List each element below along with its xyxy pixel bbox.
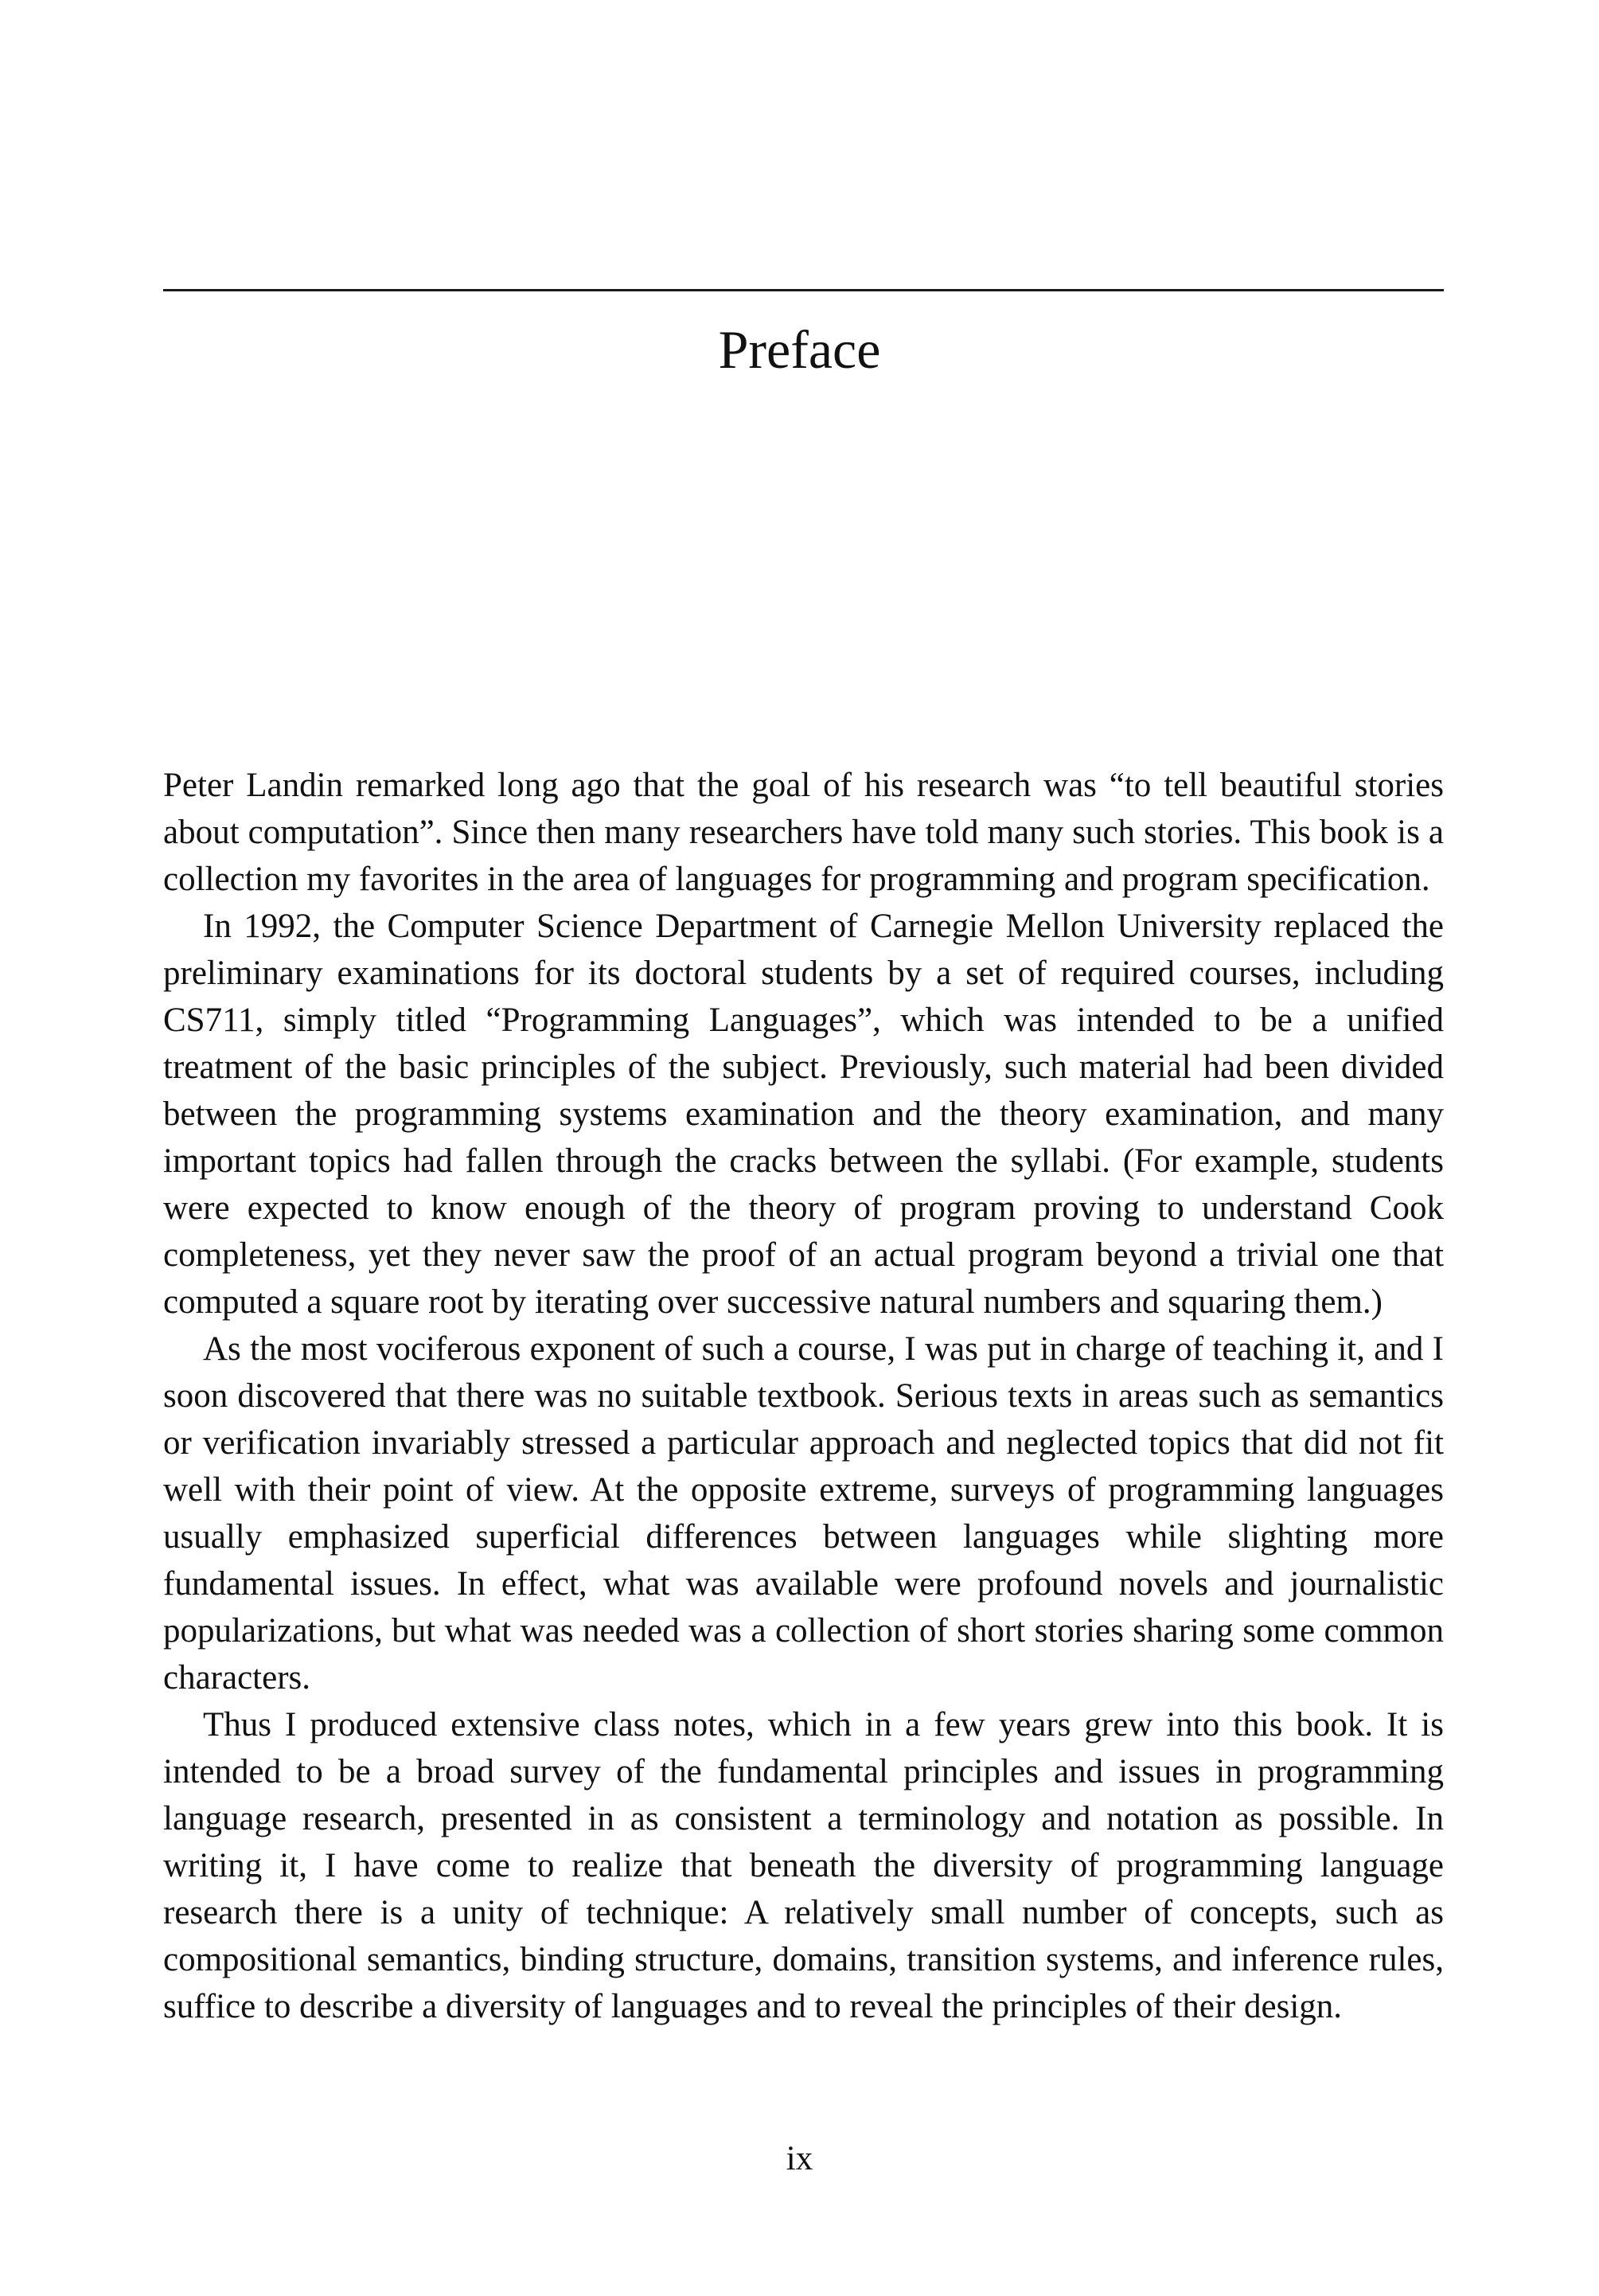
chapter-top-rule — [163, 289, 1444, 291]
preface-body — [163, 762, 1444, 2030]
paragraph-3: As the most vociferous exponent of such a course, I was put in charge of teaching it, and I soon discovered that there was no suitable textbook. Serious texts in areas such as semantics or verification invariably stressed a particular approach and neglected topics that did not fit well with their point of view. At the opposite extreme, surveys of programming languages usually emphasized superficial differences between languages while slighting more fundamental issues. In effect, what was available were profound novels and journalistic popularizations, but what was needed was a collection of short stories sharing some common characters. — [163, 1330, 1444, 1697]
page-number: ix — [786, 2140, 813, 2177]
paragraph-2: In 1992, the Computer Science Department of Carnegie Mellon University replaced the preliminary examinations for its doctoral students by a set of required courses, including CS711, simply titled “Programming Languages”, which was intended to be a unified treatment of the basic principles of the subject. Previously, such material had been divided between the programming systems examination and the theory examination, and many important topics had fallen through the cracks between the syllabi. (For example, students were expected to know enough of the theory of program proving to understand Cook completeness, yet they never saw the proof of an actual program beyond a trivial one that computed a square root by iterating over successive natural numbers and squaring them.) — [163, 908, 1444, 1321]
paragraph-4: Thus I produced extensive class notes, which in a few years grew into this book. It is intended to be a broad survey of the fundamental principles and issues in programming language research, presented in as consistent a terminology and notation as possible. In writing it, I have come to realize that beneath the diversity of programming language research there is a unity of technique: A relatively small number of concepts, such as compositional semantics, binding structure, domains, transition systems, and inference rules, suffice to describe a diversity of languages and to reveal the principles of their design. — [163, 1706, 1444, 2025]
paragraph-1: Peter Landin remarked long ago that the goal of his research was “to tell beautiful stories about computation”. Since then many researchers have told many such stories. This book is a collection my favorites in the area of languages for programming and program specification. — [163, 767, 1444, 898]
chapter-title: Preface — [718, 319, 881, 380]
